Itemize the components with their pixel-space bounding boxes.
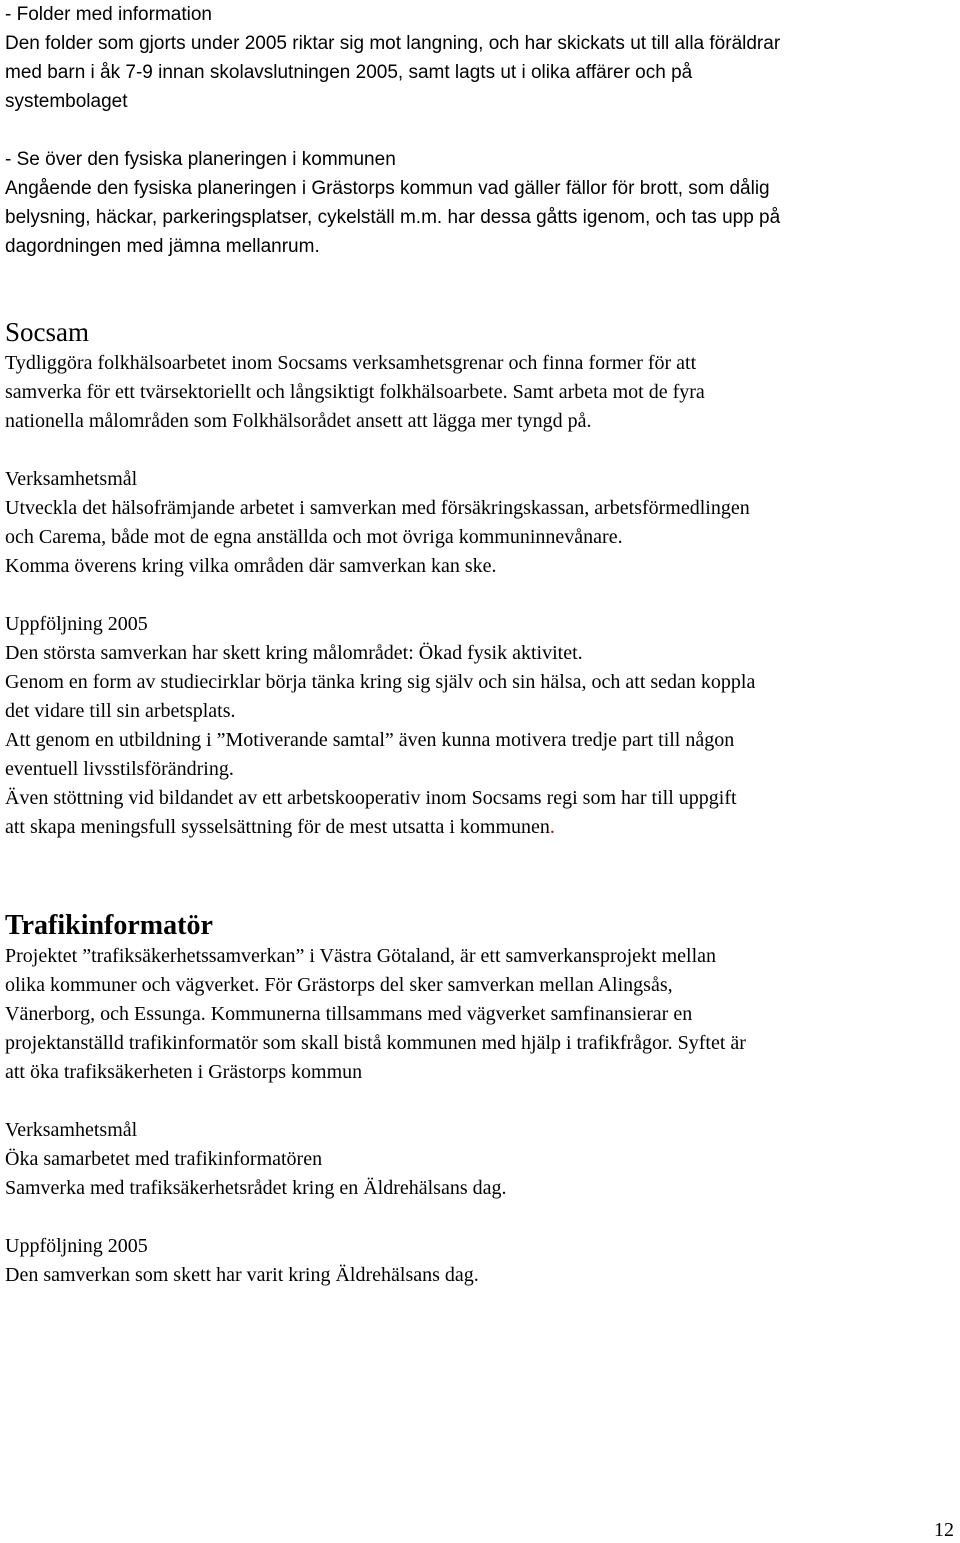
socsam-followup-line: eventuell livsstilsförändring. (5, 758, 234, 780)
socsam-intro-line: samverka för ett tvärsektoriellt och långsiktigt folkhälsoarbete. Samt arbeta mot de fyra (5, 381, 705, 403)
socsam-goal-line: Komma överens kring vilka områden där samverkan kan ske. (5, 555, 497, 577)
trafik-goal-heading: Verksamhetsmål (5, 1119, 138, 1141)
blank-line (5, 1087, 957, 1116)
folder-text-line: med barn i åk 7-9 innan skolavslutningen 2005, samt lagts ut i olika affärer och på (5, 62, 693, 83)
socsam-intro-line: Tydliggöra folkhälsoarbetet inom Socsams verksamhetsgrenar och finna former för att (5, 352, 697, 374)
socsam-followup-last-text: att skapa meningsfull sysselsättning för de mest utsatta i kommunen (5, 816, 550, 838)
document-page (5, 0, 957, 1290)
blank-line (5, 1203, 957, 1232)
trafik-intro-line: projektanställd trafikinformatör som skall bistå kommunen med hjälp i trafikfrågor. Syftet är (5, 1032, 746, 1054)
planning-text-line: Angående den fysiska planeringen i Grästorps kommun vad gäller fällor för brott, som dålig (5, 178, 770, 199)
trafik-intro-line: Vänerborg, och Essunga. Kommunerna tillsammans med vägverket samfinansierar en (5, 1003, 693, 1025)
socsam-section (5, 317, 957, 842)
blank-line (5, 116, 957, 145)
socsam-goal-heading: Verksamhetsmål (5, 468, 138, 490)
folder-heading: - Folder med information (5, 4, 212, 25)
folder-text-line: systembolaget (5, 91, 128, 112)
trafik-title: Trafikinformatör (5, 910, 213, 941)
socsam-followup-line: Genom en form av studiecirklar börja tänka kring sig själv och sin hälsa, och att sedan koppla (5, 671, 756, 693)
socsam-followup-last-line (5, 813, 957, 842)
trafik-intro-line: att öka trafiksäkerheten i Grästorps kommun (5, 1061, 363, 1083)
trafik-followup-heading: Uppföljning 2005 (5, 1235, 148, 1257)
socsam-goal-line: och Carema, både mot de egna anställda och mot övriga kommuninnevånare. (5, 526, 623, 548)
socsam-followup-line: Även stöttning vid bildandet av ett arbetskooperativ inom Socsams regi som har till uppgift (5, 787, 737, 809)
socsam-goal-line: Utveckla det hälsofrämjande arbetet i samverkan med försäkringskassan, arbetsförmedlingen (5, 497, 750, 519)
trafik-goal-line: Öka samarbetet med trafikinformatören (5, 1148, 323, 1170)
planning-text-line: dagordningen med jämna mellanrum. (5, 236, 320, 257)
trafik-section (5, 909, 957, 1290)
blank-line (5, 436, 957, 465)
socsam-title: Socsam (5, 317, 89, 347)
trafik-followup-line: Den samverkan som skett har varit kring Äldrehälsans dag. (5, 1264, 479, 1286)
socsam-followup-heading: Uppföljning 2005 (5, 613, 148, 635)
trafik-intro-line: Projektet ”trafiksäkerhetssamverkan” i Västra Götaland, är ett samverkansprojekt mellan (5, 945, 717, 967)
intro-section (5, 0, 957, 261)
socsam-followup-line: det vidare till sin arbetsplats. (5, 700, 236, 722)
socsam-intro-line: nationella målområden som Folkhälsorådet ansett att lägga mer tyngd på. (5, 410, 592, 432)
socsam-followup-last-punct: . (549, 816, 555, 838)
socsam-followup-line: Den största samverkan har skett kring målområdet: Ökad fysik aktivitet. (5, 642, 583, 664)
trafik-goal-line: Samverka med trafiksäkerhetsrådet kring en Äldrehälsans dag. (5, 1177, 507, 1199)
blank-line (5, 581, 957, 610)
planning-heading: - Se över den fysiska planeringen i kommunen (5, 149, 396, 170)
folder-text-line: Den folder som gjorts under 2005 riktar sig mot langning, och har skickats ut till alla föräldrar (5, 33, 781, 54)
trafik-intro-line: olika kommuner och vägverket. För Grästorps del sker samverkan mellan Alingsås, (5, 974, 673, 996)
planning-text-line: belysning, häckar, parkeringsplatser, cykelställ m.m. har dessa gåtts igenom, och tas upp på (5, 207, 781, 228)
socsam-followup-line: Att genom en utbildning i ”Motiverande samtal” även kunna motivera tredje part till någon (5, 729, 735, 751)
page-number: 12 (934, 1519, 954, 1541)
